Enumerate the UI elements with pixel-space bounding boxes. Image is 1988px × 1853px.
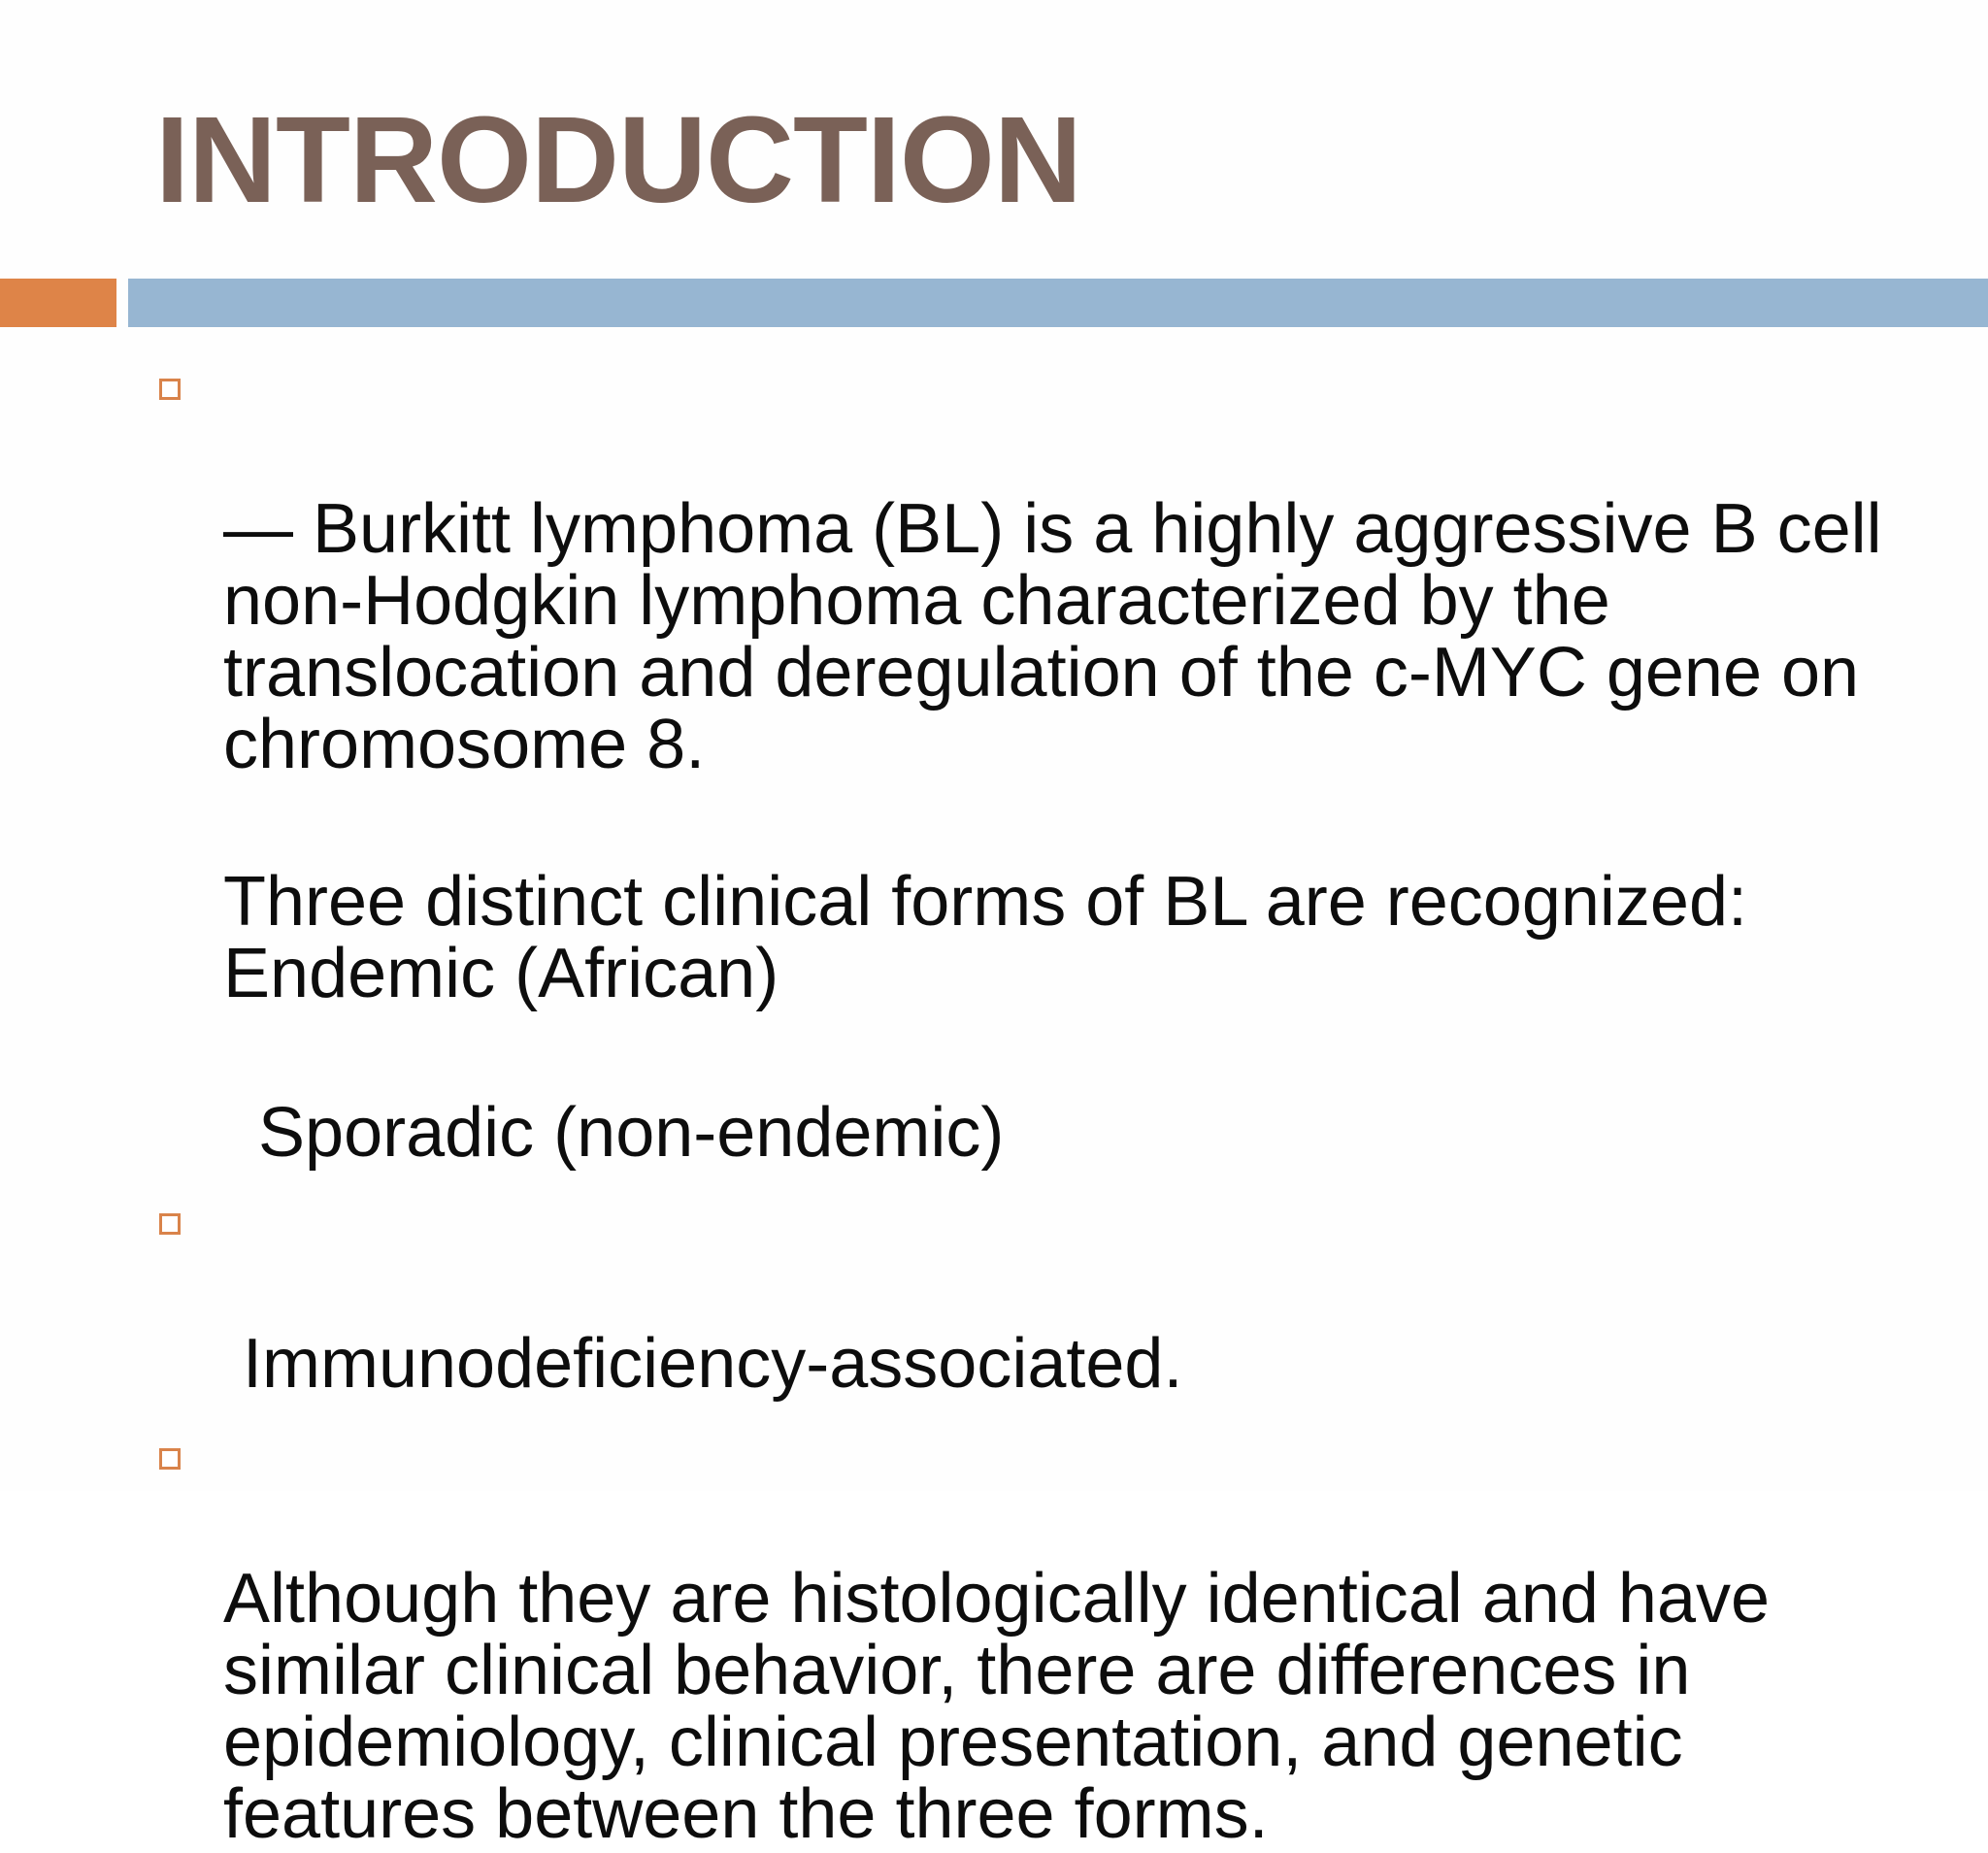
hollow-square-bullet-icon	[159, 1448, 181, 1470]
bullet-paragraph	[155, 1184, 1903, 1403]
paragraph-text: Three distinct clinical forms of BL are recognized: Endemic (African)	[223, 863, 1748, 1012]
accent-bar-blue	[128, 279, 1988, 327]
paragraph-text: Sporadic (non-endemic)	[258, 1094, 1005, 1172]
hollow-square-bullet-icon	[159, 379, 181, 400]
bullet-paragraph	[155, 349, 1903, 783]
plain-paragraph	[155, 1025, 1903, 1172]
paragraph-text: Immunodeficiency-associated.	[243, 1325, 1183, 1403]
slide-title: INTRODUCTION	[155, 91, 1081, 228]
paragraph-text: Although they are histologically identical and have similar clinical behavior, there are differences in epidemiology, clinical presentation, and genetic features between the three forms.	[223, 1560, 1771, 1853]
bullet-paragraph	[155, 1419, 1903, 1853]
paragraph-text: — Burkitt lymphoma (BL) is a highly aggressive B cell non-Hodgkin lymphoma characterized by the translocation and deregulation of the c-MYC gene on chromosome 8.	[223, 490, 1882, 783]
slide-body	[155, 349, 1903, 1853]
accent-bar-orange	[0, 279, 116, 327]
plain-paragraph	[155, 794, 1903, 1012]
hollow-square-bullet-icon	[159, 1213, 181, 1235]
